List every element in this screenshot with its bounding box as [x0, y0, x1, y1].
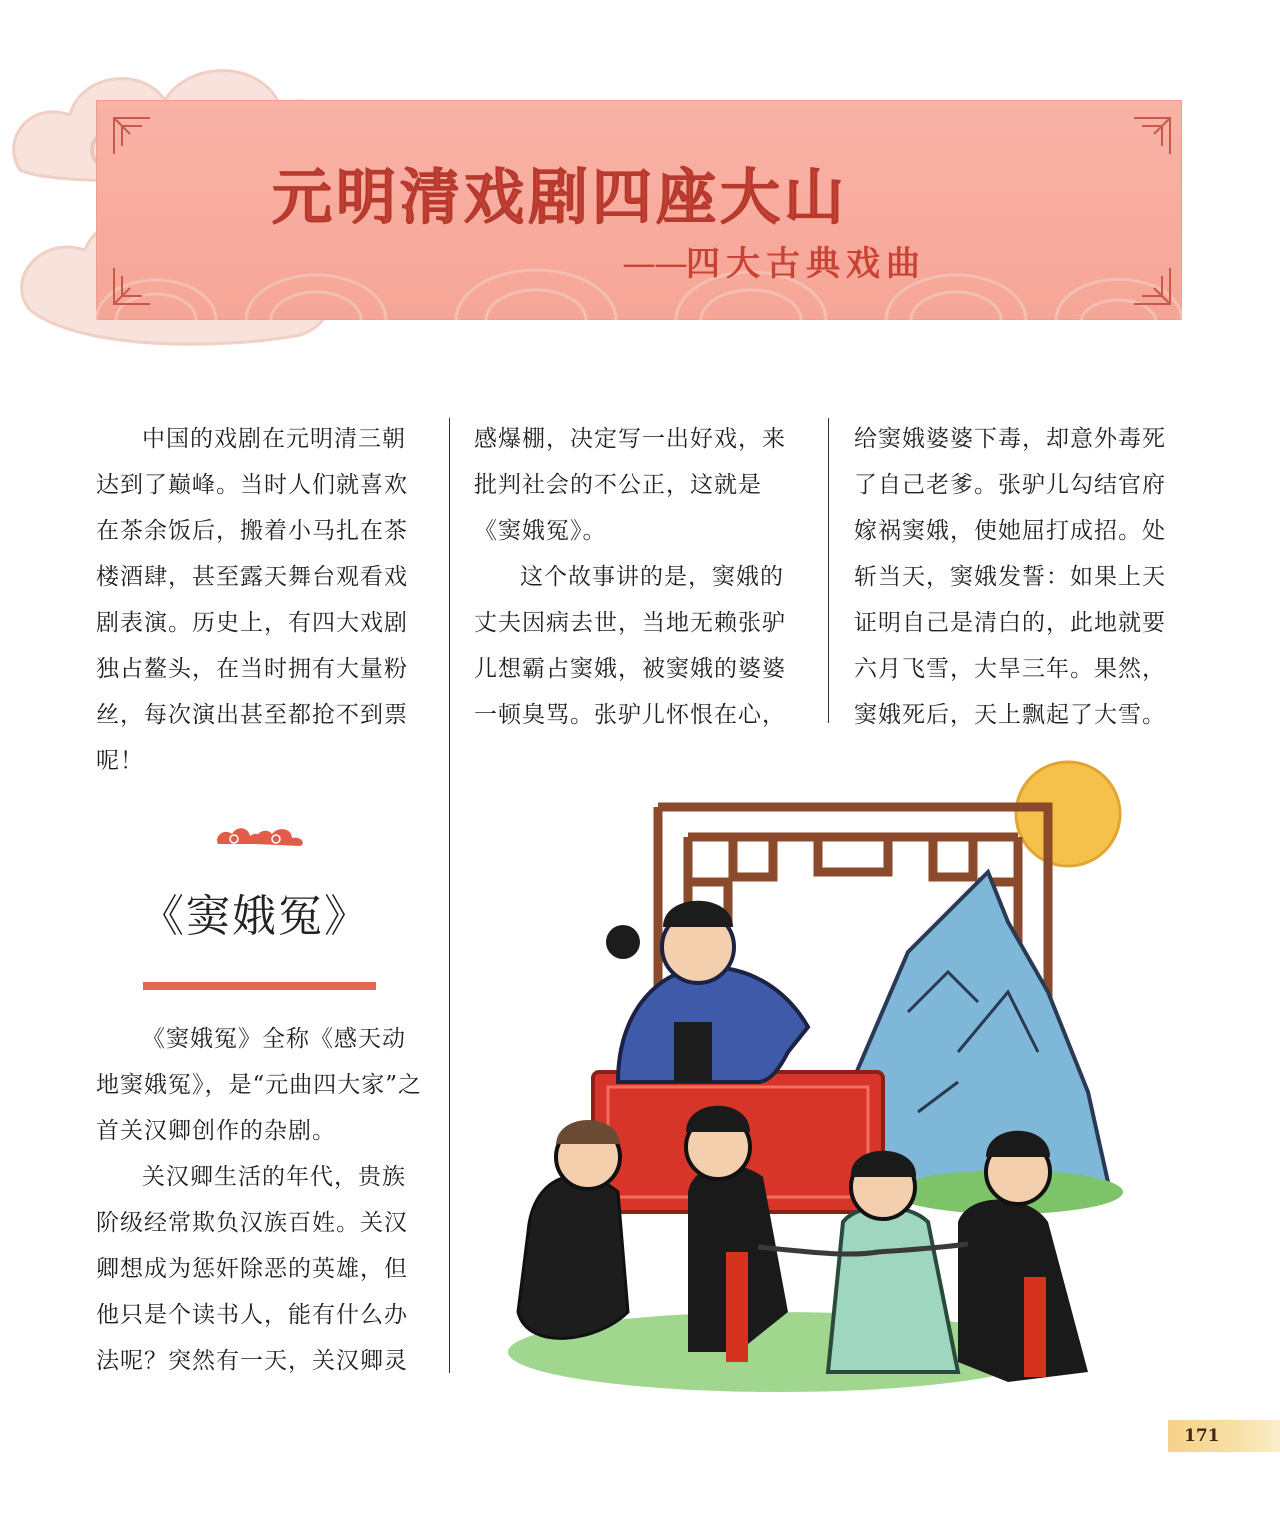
- intro-column: [96, 416, 426, 784]
- section-paragraph: 关汉卿生活的年代，贵族阶级经常欺负汉族百姓。关汉卿想成为惩奸除恶的英雄，但他只是个读书人，能有什么办法呢？突然有一天，关汉卿灵: [96, 1164, 408, 1374]
- judge-figure: [606, 901, 808, 1082]
- section-column-right: [854, 416, 1184, 738]
- subtitle-text: 四大古典戏曲: [686, 244, 926, 284]
- page-subtitle: [622, 236, 926, 285]
- section-title: 《窦娥冤》: [140, 891, 370, 942]
- intro-paragraph: 中国的戏剧在元明清三朝达到了巅峰。当时人们就喜欢在茶余饭后，搬着小马扎在茶楼酒肆，甚至露天舞台观看戏剧表演。历史上，有四大戏剧独占鳌头，在当时拥有大量粉丝，每次演出甚至都抢不到票呢！: [96, 426, 408, 774]
- banner-corner-icon: [1132, 116, 1172, 156]
- subtitle-dash: ——: [622, 244, 686, 284]
- opera-scene-illustration: [488, 752, 1124, 1402]
- section-paragraph: 感爆棚，决定写一出好戏，来批判社会的不公正，这就是《窦娥冤》。: [474, 426, 786, 544]
- cloud-ornament-icon: [214, 822, 306, 852]
- section-column-left: [96, 1016, 426, 1384]
- column-divider: [828, 418, 829, 723]
- section-paragraph: 这个故事讲的是，窦娥的丈夫因病去世，当地无赖张驴儿想霸占窦娥，被窦娥的婆婆一顿臭骂。张驴儿怀恨在心，: [474, 564, 786, 728]
- page-number: 171: [1184, 1426, 1220, 1446]
- column-divider: [449, 418, 450, 1373]
- moon-icon: [1016, 762, 1120, 866]
- banner-corner-icon: [112, 116, 152, 156]
- page-title: 元明清戏剧四座大山: [272, 163, 848, 233]
- section-column-middle: [474, 416, 804, 738]
- section-divider: [143, 982, 376, 990]
- banner-corner-icon: [112, 266, 152, 306]
- section-paragraph: 给窦娥婆婆下毒，却意外毒死了自己老爹。张驴儿勾结官府嫁祸窦娥，使她屈打成招。处斩当天，窦娥发誓：如果上天证明自己是清白的，此地就要六月飞雪，大旱三年。果然，窦娥死后，天上飘起了大雪。: [854, 426, 1166, 728]
- kneeling-figure: [518, 1120, 628, 1338]
- section-paragraph: 《窦娥冤》全称《感天动地窦娥冤》，是“元曲四大家”之首关汉卿创作的杂剧。: [96, 1026, 423, 1144]
- banner-corner-icon: [1132, 266, 1172, 306]
